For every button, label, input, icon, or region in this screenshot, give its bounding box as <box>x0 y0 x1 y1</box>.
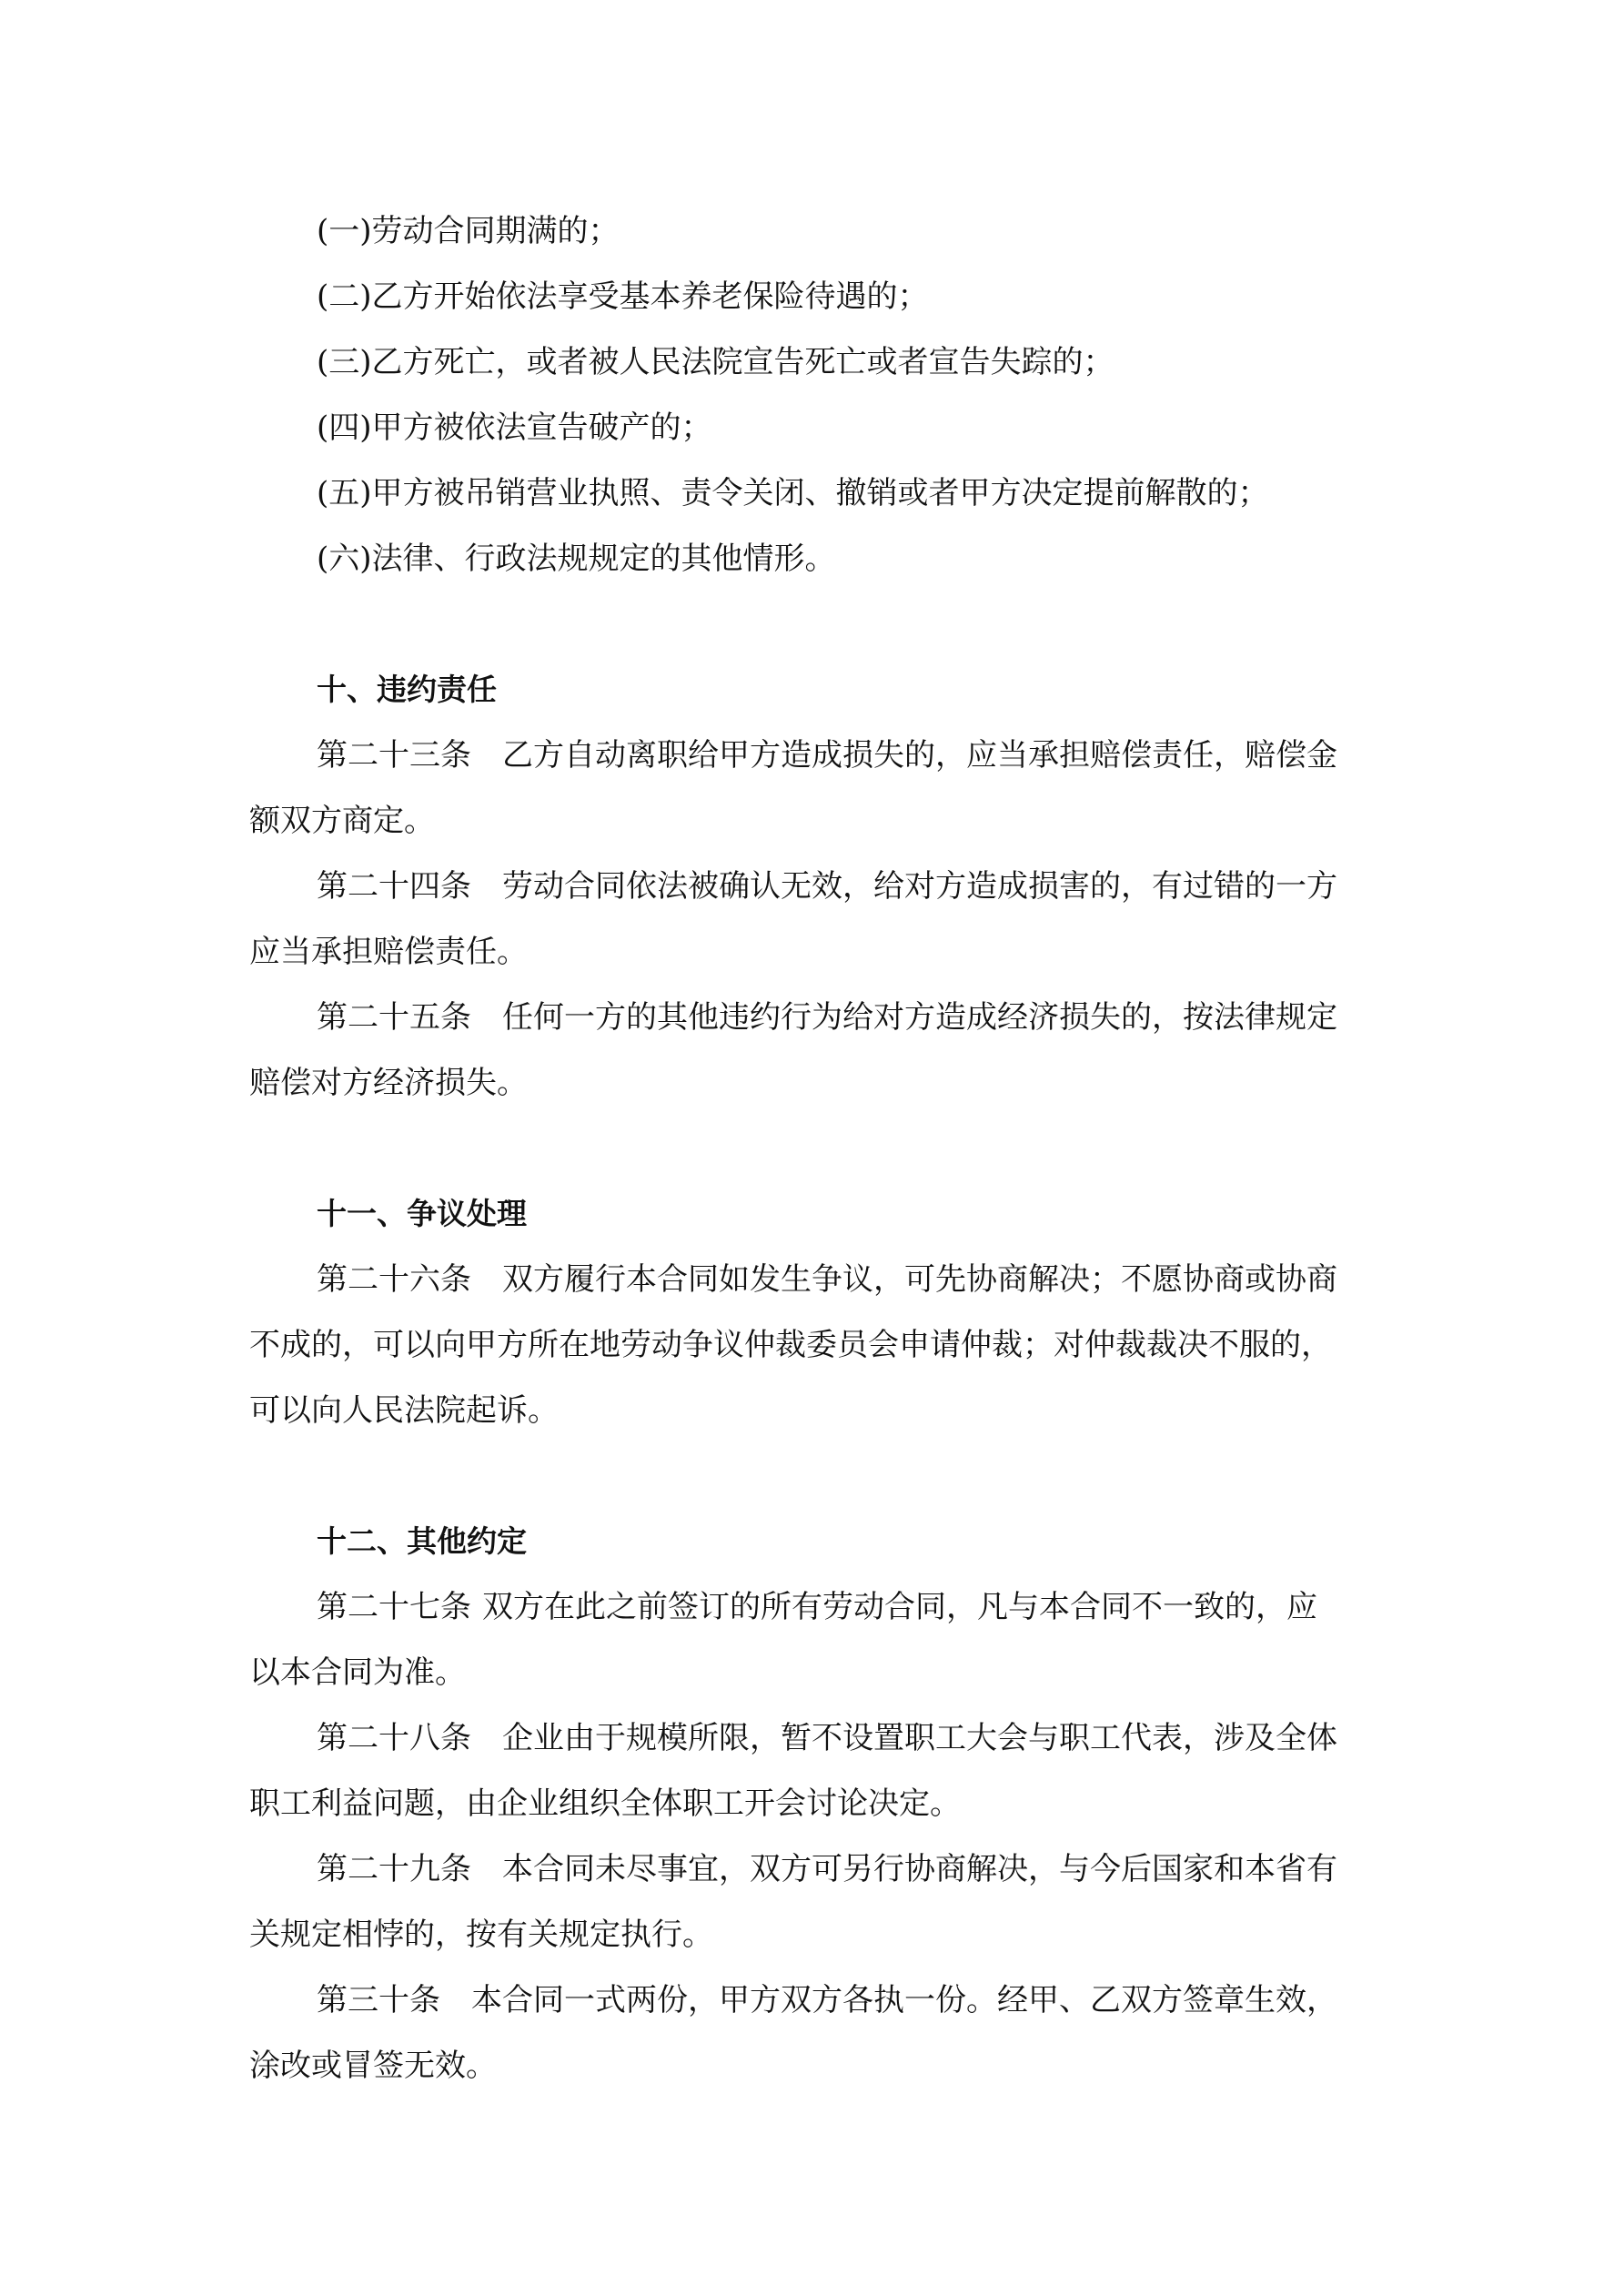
article-text: 关规定相悖的，按有关规定执行。 <box>249 1917 713 1953</box>
article-text: 涂改或冒签无效。 <box>249 2048 497 2084</box>
article-text: 职工利益问题，由企业组织全体职工开会讨论决定。 <box>249 1785 961 1822</box>
list-item: (四)甲方被依法宣告破产的； <box>317 410 712 446</box>
section-spacer <box>249 1116 1377 1181</box>
article-text: 双方履行本合同如发生争议，可先协商解决；不愿协商或协商 <box>502 1261 1337 1298</box>
article-28 <box>249 1705 1377 1836</box>
document-body <box>249 198 1377 2099</box>
article-27 <box>249 1574 1377 1705</box>
section-heading: 十、违约责任 <box>317 672 497 707</box>
article-label: 第三十条 <box>317 1982 440 2018</box>
list-item: (一)劳动合同期满的； <box>317 213 620 249</box>
section-spacer <box>249 1443 1377 1509</box>
section-dispute-resolution <box>249 1181 1377 1443</box>
article-text: 赔偿对方经济损失。 <box>249 1065 528 1101</box>
section-heading: 十一、争议处理 <box>317 1196 527 1231</box>
section-other-agreements <box>249 1509 1377 2099</box>
article-23 <box>249 723 1377 854</box>
article-label: 第二十九条 <box>317 1851 471 1887</box>
termination-conditions-list <box>249 198 1377 592</box>
section-breach-liability <box>249 657 1377 1116</box>
article-text: 应当承担赔偿责任。 <box>249 934 528 970</box>
article-24 <box>249 854 1377 985</box>
article-label: 第二十三条 <box>317 737 471 774</box>
article-26 <box>249 1247 1377 1443</box>
article-text: 乙方自动离职给甲方造成损失的，应当承担赔偿责任，赔偿金 <box>502 737 1337 774</box>
article-text: 以本合同为准。 <box>249 1654 466 1691</box>
section-spacer <box>249 592 1377 657</box>
article-label: 第二十七条 <box>317 1589 471 1625</box>
article-text: 可以向人民法院起诉。 <box>249 1392 559 1429</box>
article-text: 本合同未尽事宜，双方可另行协商解决，与今后国家和本省有 <box>502 1851 1337 1887</box>
article-text: 任何一方的其他违约行为给对方造成经济损失的，按法律规定 <box>502 999 1337 1036</box>
article-text: 劳动合同依法被确认无效，给对方造成损害的，有过错的一方 <box>502 868 1337 905</box>
article-29 <box>249 1836 1377 1967</box>
article-text: 不成的，可以向甲方所在地劳动争议仲裁委员会申请仲裁；对仲裁裁决不服的， <box>249 1327 1332 1363</box>
list-item: (六)法律、行政法规规定的其他情形。 <box>317 541 836 577</box>
article-label: 第二十六条 <box>317 1261 471 1298</box>
list-item: (二)乙方开始依法享受基本养老保险待遇的； <box>317 278 929 315</box>
article-label: 第二十四条 <box>317 868 471 905</box>
list-item: (五)甲方被吊销营业执照、责令关闭、撤销或者甲方决定提前解散的； <box>317 475 1269 511</box>
article-text: 额双方商定。 <box>249 803 435 839</box>
article-text: 企业由于规模所限，暂不设置职工大会与职工代表，涉及全体 <box>502 1720 1337 1756</box>
article-30 <box>249 1967 1377 2099</box>
section-heading: 十二、其他约定 <box>317 1523 527 1559</box>
article-25 <box>249 985 1377 1116</box>
article-label: 第二十八条 <box>317 1720 471 1756</box>
article-label: 第二十五条 <box>317 999 471 1036</box>
list-item: (三)乙方死亡，或者被人民法院宣告死亡或者宣告失踪的； <box>317 344 1115 380</box>
article-text: 双方在此之前签订的所有劳动合同，凡与本合同不一致的，应 <box>482 1589 1317 1625</box>
article-text: 本合同一式两份，甲方双方各执一份。经甲、乙双方签章生效， <box>471 1982 1337 2018</box>
